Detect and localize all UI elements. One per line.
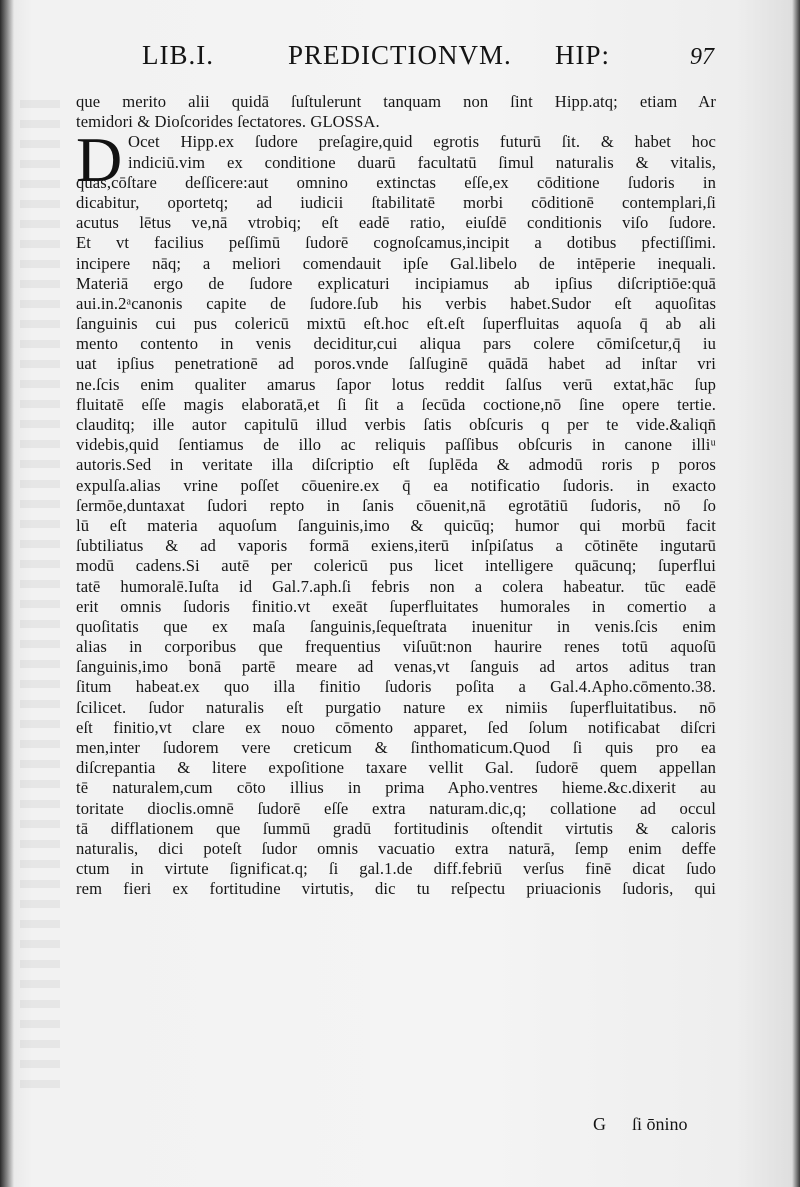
text-line: dicabitur, oportetq; ad iudicii ſtabilitatē morbi cōditionē contemplari,ſi xyxy=(76,192,716,212)
text-block xyxy=(76,92,716,900)
text-line: ctum in virtute ſignificat.q; ſi gal.1.de diff.febriū verſus finē dicat ſudo xyxy=(76,859,716,879)
text-line: erit omnis ſudoris finitio.vt exeāt ſuperfluitates humorales in comertio a xyxy=(76,596,716,616)
text-line: men,inter ſudorem vere creticum & ſinthomaticum.Quod ſi quis pro ea xyxy=(76,738,716,757)
running-title: PREDICTIONVM. xyxy=(288,40,512,70)
text-line: quas,cōſtare deſſicere:aut omnino extinctas eſſe,ex cōditione ſudoris in xyxy=(76,172,716,192)
text-line: ſcilicet. ſudor naturalis eſt purgatio nature ex nimiis ſuperfluitatibus. nō xyxy=(76,697,716,717)
drop-capital: D xyxy=(76,124,123,195)
folio-number: 97 xyxy=(690,44,714,70)
show-through-ink xyxy=(20,100,60,1100)
text-line: Et vt facilius peſſimū ſudorē cognoſcamus,incipit a dotibus pfectiſſimi. xyxy=(76,233,716,253)
text-line: indiciū.vim ex conditione duarū facultatū ſimul naturalis & vitalis, xyxy=(128,152,716,172)
text-line: naturalis, dici poteſt ſudor omnis vacuatio extra naturā, ſemp enim deffe xyxy=(76,838,716,858)
text-line: toritate dioclis.omnē ſudorē eſſe extra naturam.dic,q; collatione ad occul xyxy=(76,798,716,818)
text-line: que merito alii quidā ſuſtulerunt tanquam non ſint Hipp.atq; etiam Ar xyxy=(76,92,716,111)
catchword: ſi ōnino xyxy=(632,1114,688,1134)
text-line: ſermōe,duntaxat ſudori repto in ſanis cōuenit,nā egrotātiū ſudoris, nō ſo xyxy=(76,495,716,515)
text-line: acutus lētus ve,nā vtrobiq; eſt eadē ratio, eiuſdē conditionis viſo ſudore. xyxy=(76,213,716,233)
text-line: ſitum habeat.ex quo illa finitio ſudoris poſita a Gal.4.Apho.cōmento.38. xyxy=(76,677,716,697)
text-line: modū cadens.Si autē per colericū pus licet intelligere quācunq; ſuperflui xyxy=(76,556,716,576)
text-line: aui.in.2ᵃcanonis capite de ſudore.ſub his verbis habet.Sudor eſt aquoſitas xyxy=(76,293,716,313)
text-line: incipere nāq; a meliori comendauit ipſe Gal.libelo de intēperie inequali. xyxy=(76,253,716,273)
author-abbrev: HIP: xyxy=(555,40,611,70)
text-line: autoris.Sed in veritate illa diſcriptio eſt ſuplēda & admodū roris p poros xyxy=(76,455,716,475)
text-line: ſanguinis cui pus colericū mixtū eſt.hoc eſt.eſt ſuperfluitas aquoſa q̄ ab ali xyxy=(76,314,716,334)
text-line: clauditq; ille autor capitulū illud verbis ſatis obſcuris q per te vide.&aliqn̄ xyxy=(76,415,716,434)
page-footer xyxy=(0,1114,800,1140)
text-line: tā difflationem que ſummū gradū fortitudinis oſtendit virtutis & caloris xyxy=(76,818,716,838)
text-line: rem fieri ex fortitudine virtutis, dic tu reſpectu priuacionis ſudoris, qui xyxy=(76,879,716,899)
text-line: diſcrepantia & litere expoſitione taxare vellit Gal. ſudorē quem appellan xyxy=(76,758,716,778)
text-line: expulſa.alias vrine poſſet cōuenire.ex q̄ ea notificatio ſudoris. in exacto xyxy=(76,475,716,495)
book-number: LIB.I. xyxy=(142,40,214,70)
text-line: eſt finitio,vt clare ex nouo cōmento apparet, ſed ſolum notificabat diſcri xyxy=(76,717,716,737)
text-line: ne.ſcis enim qualiter amarus ſapor lotus reddit ſalſus verū extat,hāc ſup xyxy=(76,374,716,394)
text-line: uat ipſius penetrationē ad poros.vnde ſalſuginē quādā habet ad inſtar vri xyxy=(76,354,716,374)
text-line: alias in corporibus que frequentius viſuūt:non haurire renes totū aquoſū xyxy=(76,637,716,657)
text-line: quoſitatis que ex maſa ſanguinis,ſequeſtrata inuenitur in venis.ſcis enim xyxy=(76,616,716,636)
text-line: ſubtiliatus & ad vaporis formā exiens,iterū inſpiſatus a cōtinēte ingutarū xyxy=(76,536,716,556)
running-header xyxy=(0,40,800,80)
text-line: tatē humoralē.Iuſta id Gal.7.aph.ſi febris non a colera habeatur. tūc eadē xyxy=(76,576,716,596)
text-line: videbis,quid ſentiamus de illo ac reliquis paſſibus obſcuris in canone illiᵘ xyxy=(76,435,716,455)
text-line: mento contento in venis deciditur,cui aliqua pars colere cōmiſcetur,q̄ iu xyxy=(76,334,716,354)
text-line: Ocet Hipp.ex ſudore preſagire,quid egrotis futurū ſit. & habet hoc xyxy=(128,132,716,152)
text-line: ſanguinis,imo bonā partē meare ad venas,vt ſanguis ad artos aditus tran xyxy=(76,657,716,677)
glossa-heading-line: temidori & Dioſcorides ſectatores. GLOSSA. xyxy=(76,112,380,132)
text-line: fluitatē eſſe magis elaboratā,et ſi ſit a ſecūda coctione,nō ſine opere tertie. xyxy=(76,394,716,414)
page-edge-shadow xyxy=(792,0,800,1187)
text-line: tē naturalem,cum cōto illius in prima Apho.ventres hieme.&c.dixerit au xyxy=(76,778,716,798)
signature-mark: G xyxy=(593,1114,606,1134)
page-gutter-shadow xyxy=(0,0,14,1187)
text-line: Materiā ergo de ſudore explicaturi incipiamus ab ipſius diſcriptiōe:quā xyxy=(76,273,716,293)
text-line: lū eſt materia aquoſum ſanguinis,imo & quicūq; humor qui morbū facit xyxy=(76,515,716,535)
